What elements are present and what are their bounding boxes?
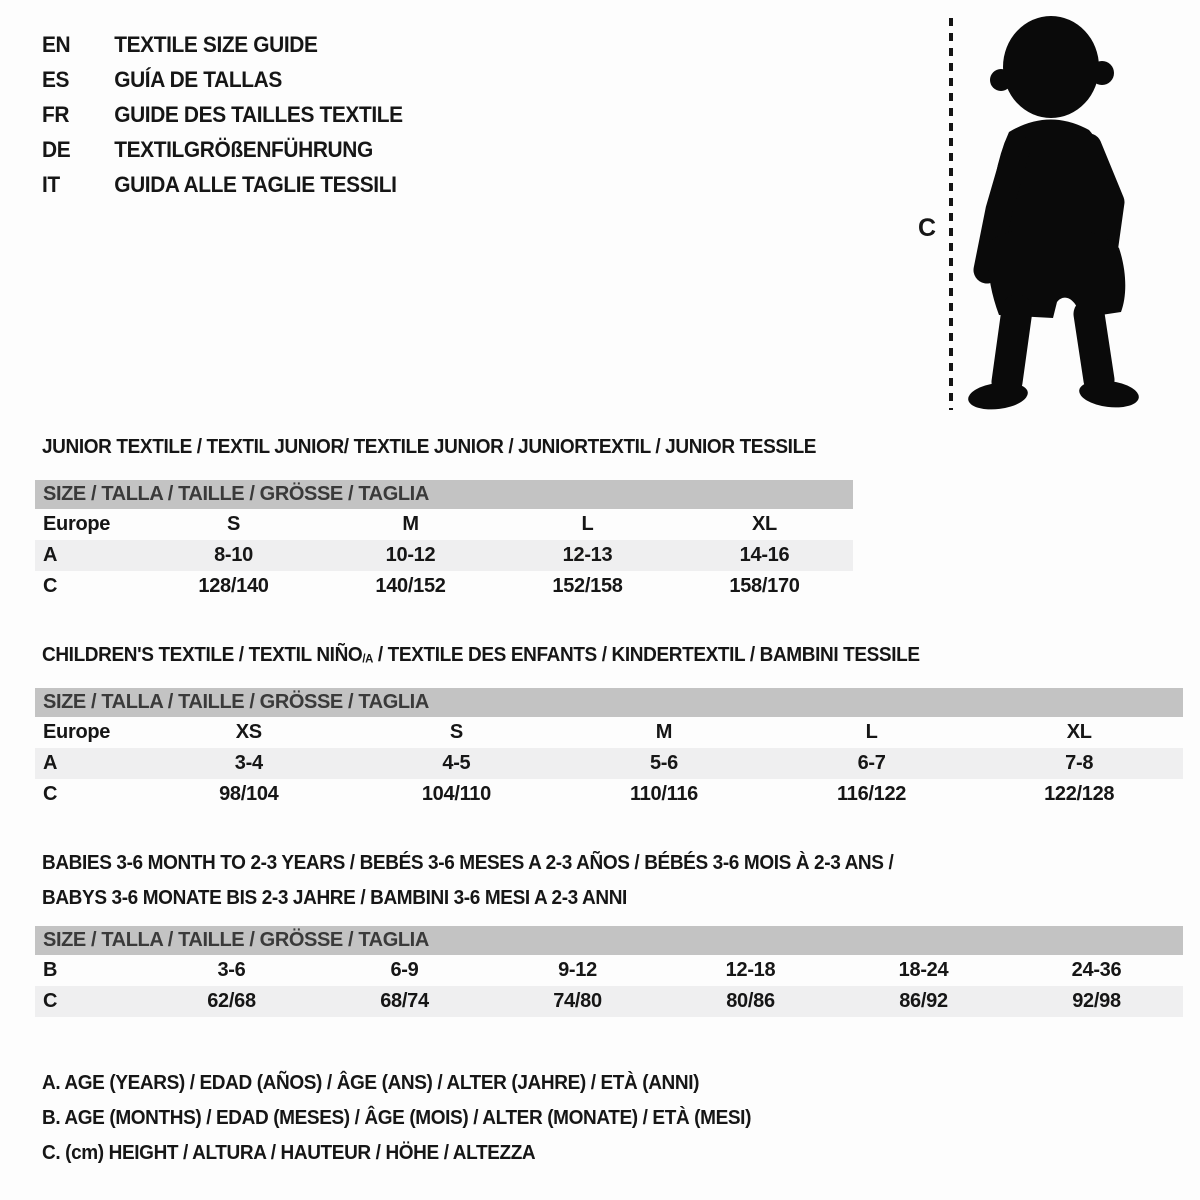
column-header: S bbox=[226, 513, 241, 535]
language-code: DE bbox=[42, 136, 71, 162]
table-cell: 68/74 bbox=[380, 990, 429, 1012]
column-header: XL bbox=[752, 513, 777, 535]
legend-line-c: C. (cm) HEIGHT / ALTURA / HAUTEUR / HÖHE / ALTEZZA bbox=[42, 1142, 536, 1164]
babies-heading-line2: BABYS 3-6 MONATE BIS 2-3 JAHRE / BAMBINI 3-6 MESI A 2-3 ANNI bbox=[42, 887, 627, 909]
height-measure-figure bbox=[915, 10, 1160, 422]
row-label: C bbox=[43, 575, 58, 597]
babies-size-table bbox=[35, 926, 1183, 1017]
guide-title-de: TEXTILGRÖßENFÜHRUNG bbox=[114, 136, 373, 162]
legend-line-a: A. AGE (YEARS) / EDAD (AÑOS) / ÂGE (ANS) / ALTER (JAHRE) / ETÀ (ANNI) bbox=[42, 1072, 700, 1094]
language-row-it bbox=[42, 167, 403, 202]
children-section-heading bbox=[42, 644, 920, 667]
table-cell: 62/68 bbox=[207, 990, 256, 1012]
guide-title-es: GUÍA DE TALLAS bbox=[114, 66, 282, 92]
table-cell: 122/128 bbox=[1044, 783, 1115, 805]
column-header: XL bbox=[1066, 721, 1092, 743]
table-cell: 74/80 bbox=[553, 990, 602, 1012]
table-cell: 3-6 bbox=[217, 959, 246, 981]
junior-header-row bbox=[35, 509, 853, 540]
table-cell: 110/116 bbox=[629, 783, 698, 805]
children-heading-text: CHILDREN'S TEXTILE / TEXTIL NIÑO bbox=[42, 644, 363, 666]
language-title-list bbox=[42, 27, 403, 202]
table-cell: 80/86 bbox=[726, 990, 775, 1012]
legend-line-b: B. AGE (MONTHS) / EDAD (MESES) / ÂGE (MOIS) / ALTER (MONATE) / ETÀ (MESI) bbox=[42, 1107, 752, 1129]
table-cell: 158/170 bbox=[729, 575, 800, 597]
size-bar: SIZE / TALLA / TAILLE / GRÖSSE / TAGLIA bbox=[35, 688, 1183, 717]
table-cell: 128/140 bbox=[198, 575, 269, 597]
row-label: C bbox=[43, 990, 58, 1012]
table-cell: 24-36 bbox=[1071, 959, 1122, 981]
language-code: IT bbox=[42, 171, 60, 197]
table-cell: 6-7 bbox=[857, 752, 886, 774]
language-row-en bbox=[42, 27, 403, 62]
guide-title-en: TEXTILE SIZE GUIDE bbox=[114, 31, 318, 57]
guide-title-fr: GUIDE DES TAILLES TEXTILE bbox=[114, 101, 403, 127]
language-row-es bbox=[42, 62, 403, 97]
row-label: B bbox=[43, 959, 58, 981]
table-cell: 12-18 bbox=[725, 959, 776, 981]
table-cell: 140/152 bbox=[375, 575, 446, 597]
row-label: A bbox=[43, 752, 58, 774]
table-cell: 4-5 bbox=[442, 752, 471, 774]
language-code: EN bbox=[42, 31, 71, 57]
babies-row-b bbox=[35, 955, 1183, 986]
measure-c-label: C bbox=[918, 214, 937, 242]
column-header: M bbox=[655, 721, 673, 743]
row-label: A bbox=[43, 544, 58, 566]
region-label: Europe bbox=[43, 721, 111, 743]
table-cell: 5-6 bbox=[649, 752, 678, 774]
column-header: L bbox=[581, 513, 594, 535]
language-code: ES bbox=[42, 66, 70, 92]
row-label: C bbox=[43, 783, 58, 805]
measure-legend bbox=[42, 1066, 751, 1171]
babies-section-heading bbox=[42, 846, 893, 916]
children-heading-text: / TEXTILE DES ENFANTS / KINDERTEXTIL / BAMBINI TESSILE bbox=[372, 644, 920, 666]
babies-row-c bbox=[35, 986, 1183, 1017]
children-size-table bbox=[35, 688, 1183, 810]
language-row-de bbox=[42, 132, 403, 167]
table-cell: 98/104 bbox=[219, 783, 279, 805]
junior-row-c bbox=[35, 571, 853, 602]
guide-title-it: GUIDA ALLE TAGLIE TESSILI bbox=[114, 171, 397, 197]
table-cell: 14-16 bbox=[739, 544, 790, 566]
column-header: S bbox=[449, 721, 463, 743]
table-cell: 8-10 bbox=[214, 544, 253, 566]
table-cell: 6-9 bbox=[390, 959, 419, 981]
table-cell: 7-8 bbox=[1065, 752, 1094, 774]
column-header: M bbox=[402, 513, 419, 535]
table-cell: 116/122 bbox=[837, 783, 907, 805]
table-cell: 9-12 bbox=[558, 959, 597, 981]
table-cell: 92/98 bbox=[1072, 990, 1121, 1012]
toddler-silhouette-icon bbox=[943, 10, 1155, 415]
table-cell: 86/92 bbox=[899, 990, 948, 1012]
children-row-c bbox=[35, 779, 1183, 810]
table-cell: 3-4 bbox=[234, 752, 263, 774]
children-header-row bbox=[35, 717, 1183, 748]
junior-row-a bbox=[35, 540, 853, 571]
junior-size-table bbox=[35, 480, 853, 602]
column-header: L bbox=[865, 721, 878, 743]
table-cell: 152/158 bbox=[552, 575, 623, 597]
size-bar: SIZE / TALLA / TAILLE / GRÖSSE / TAGLIA bbox=[35, 480, 853, 509]
language-row-fr bbox=[42, 97, 403, 132]
column-header: XS bbox=[235, 721, 262, 743]
children-heading-subscript: /A bbox=[362, 651, 373, 666]
children-row-a bbox=[35, 748, 1183, 779]
region-label: Europe bbox=[43, 513, 111, 535]
language-code: FR bbox=[42, 101, 70, 127]
size-bar: SIZE / TALLA / TAILLE / GRÖSSE / TAGLIA bbox=[35, 926, 1183, 955]
table-cell: 18-24 bbox=[898, 959, 949, 981]
table-cell: 10-12 bbox=[385, 544, 436, 566]
table-cell: 12-13 bbox=[562, 544, 613, 566]
table-cell: 104/110 bbox=[421, 783, 491, 805]
junior-section-heading: JUNIOR TEXTILE / TEXTIL JUNIOR/ TEXTILE JUNIOR / JUNIORTEXTIL / JUNIOR TESSILE bbox=[42, 436, 817, 458]
babies-heading-line1: BABIES 3-6 MONTH TO 2-3 YEARS / BEBÉS 3-6 MESES A 2-3 AÑOS / BÉBÉS 3-6 MOIS À 2-3 ANS / bbox=[42, 852, 894, 874]
